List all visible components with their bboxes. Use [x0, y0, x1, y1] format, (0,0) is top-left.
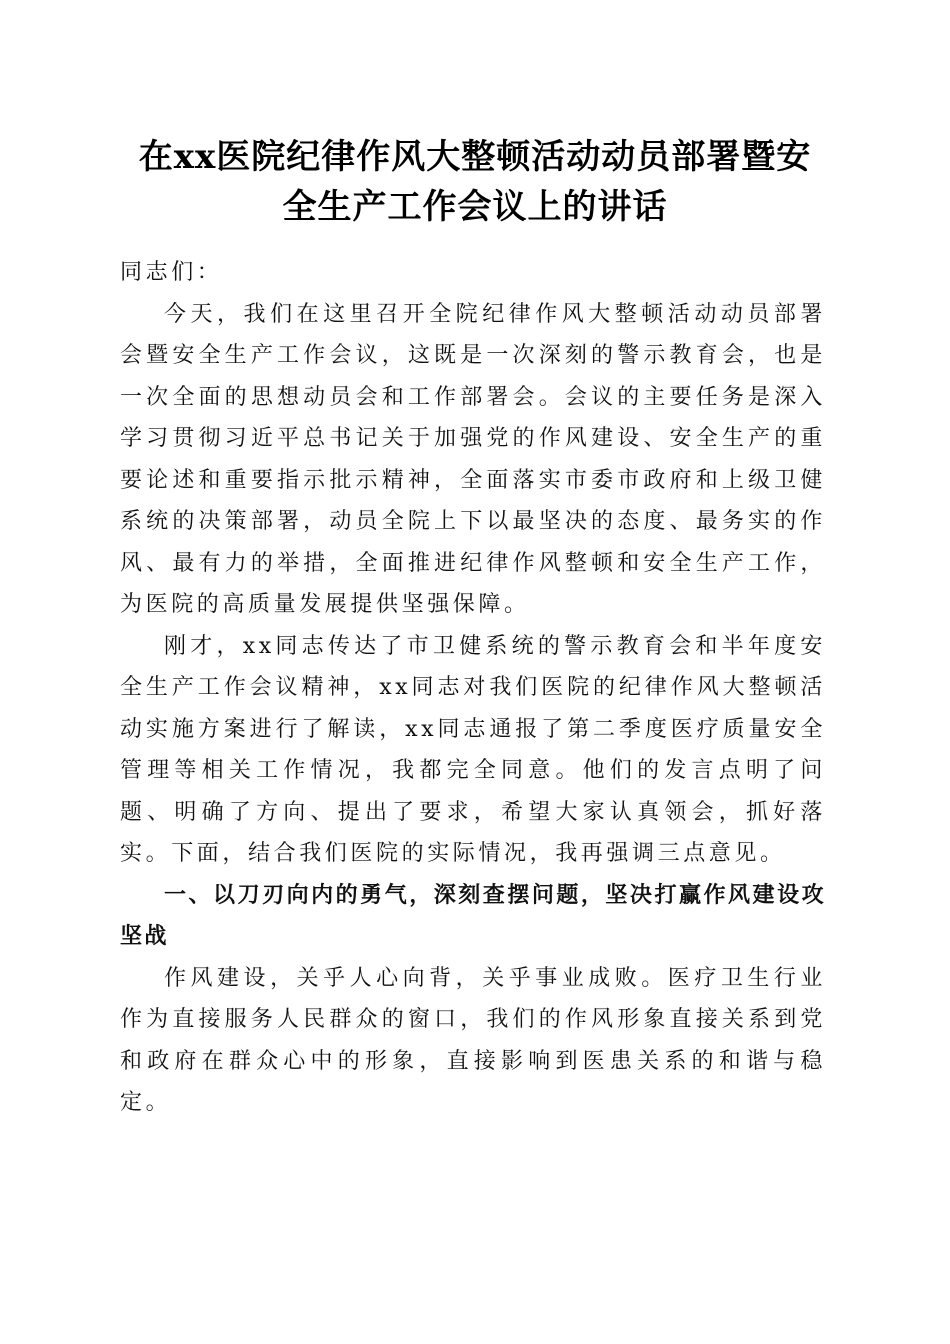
- document-title: [110, 132, 840, 232]
- salutation: 同志们：: [120, 260, 223, 285]
- paragraph-review: 刚才，xx同志传达了市卫健系统的警示教育会和半年度安全生产工作会议精神，xx同志对我们医院的纪律作风大整顿活动实施方案进行了解读，xx同志通报了第二季度医疗质量安全管理等相关工作情况，我都完全同意。他们的发言点明了问题、明确了方向、提出了要求，希望大家认真领会，抓好落实。下面，结合我们医院的实际情况，我再强调三点意见。: [120, 633, 826, 866]
- paragraph-opening: 今天，我们在这里召开全院纪律作风大整顿活动动员部署会暨安全生产工作会议，这既是一次深刻的警示教育会，也是一次全面的思想动员会和工作部署会。会议的主要任务是深入学习贯彻习近平总书记关于加强党的作风建设、安全生产的重要论述和重要指示批示精神，全面落实市委市政府和上级卫健系统的决策部署，动员全院上下以最坚决的态度、最务实的作风、最有力的举措，全面推进纪律作风整顿和安全生产工作，为医院的高质量发展提供坚强保障。: [120, 301, 826, 617]
- section-heading-1: 一、以刀刃向内的勇气，深刻查摆问题，坚决打赢作风建设攻坚战: [120, 882, 826, 949]
- title-line-1: 在xx医院纪律作风大整顿活动动员部署暨安: [138, 137, 812, 177]
- paragraph-section-1: 作风建设，关乎人心向背，关乎事业成败。医疗卫生行业作为直接服务人民群众的窗口，我们的作风形象直接关系到党和政府在群众心中的形象，直接影响到医患关系的和谐与稳定。: [120, 965, 826, 1115]
- title-line-2: 全生产工作会议上的讲话: [282, 187, 668, 227]
- document-body: [120, 252, 826, 1124]
